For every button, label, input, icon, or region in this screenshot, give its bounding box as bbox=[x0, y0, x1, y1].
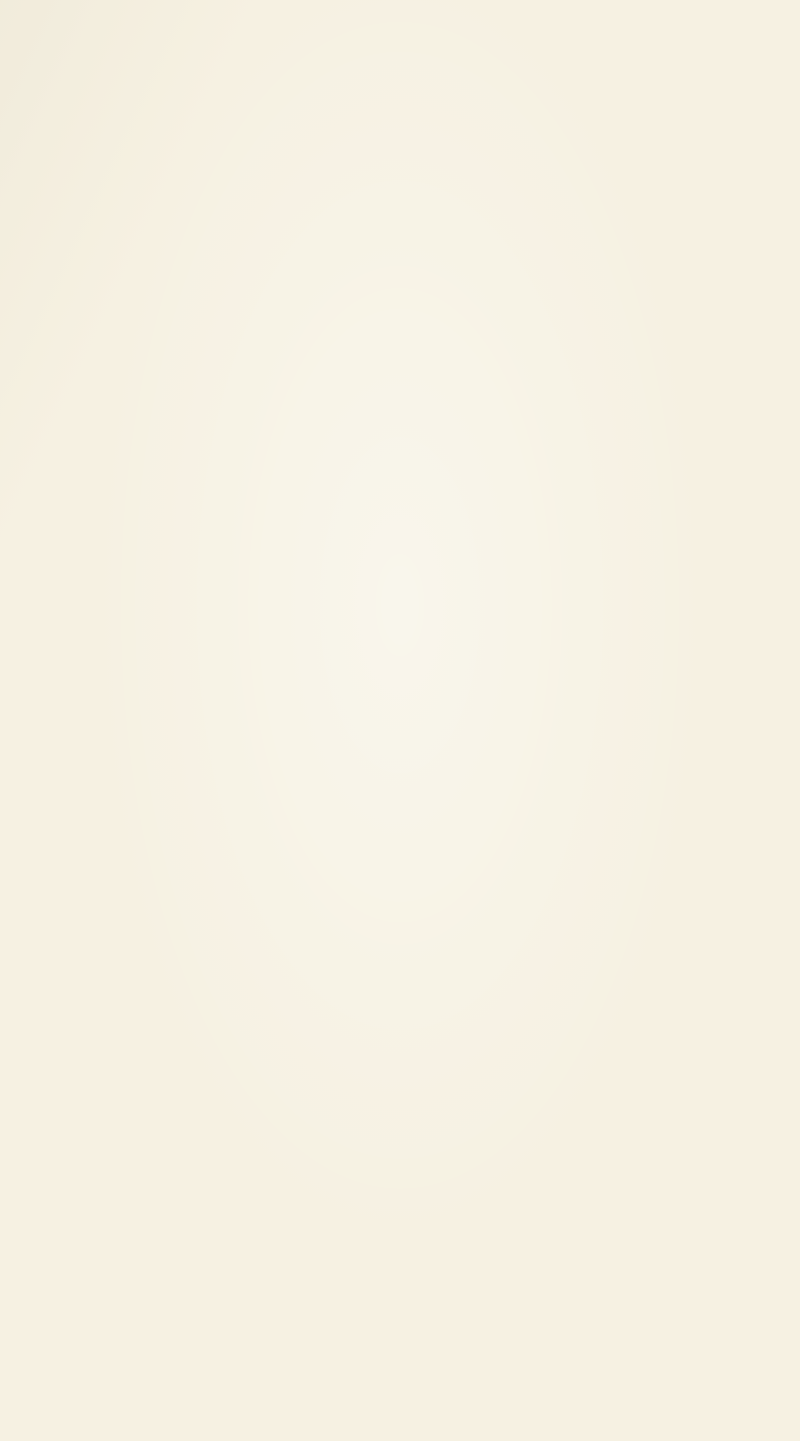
bottom-question-marks-row bbox=[0, 350, 800, 454]
page-title bbox=[96, 178, 704, 250]
top-question-marks-row bbox=[0, 0, 800, 114]
